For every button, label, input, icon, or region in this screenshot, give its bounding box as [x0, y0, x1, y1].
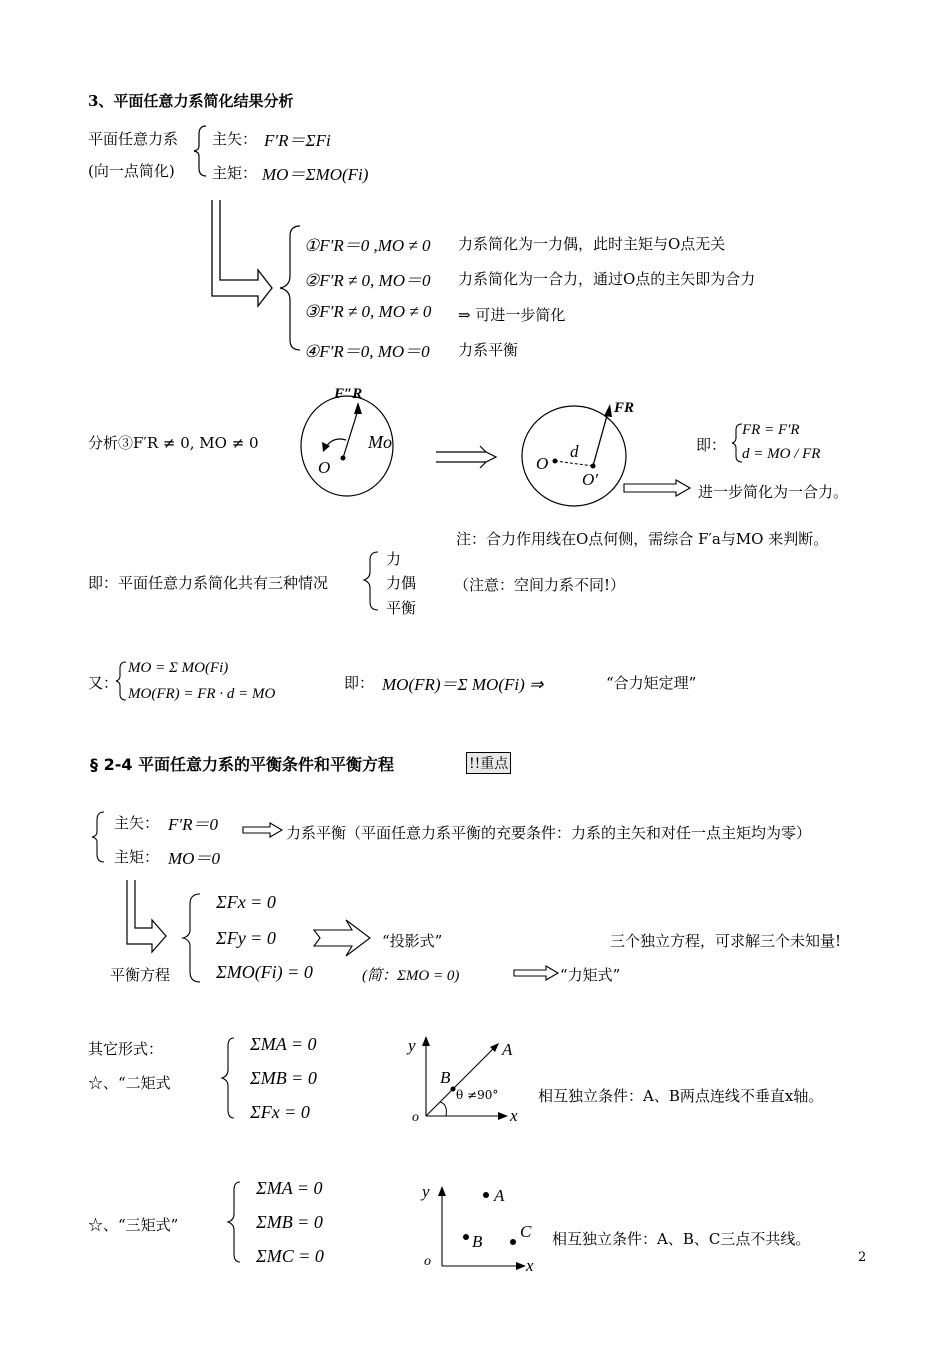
- two-moment-label: ☆、“二矩式: [88, 1074, 171, 1092]
- fig2-a-label: A: [494, 1186, 505, 1205]
- ie-label: 即：: [696, 436, 727, 454]
- moment-form: “力矩式”: [560, 966, 621, 984]
- system-label: 平面任意力系: [88, 130, 179, 148]
- three-eq-mc: ΣMC = 0: [256, 1246, 324, 1266]
- eq-mo: ΣMO(Fi) = 0: [216, 962, 313, 982]
- fig2-c-label: C: [520, 1222, 532, 1241]
- fig1-x-label: x: [510, 1106, 518, 1125]
- balance-arrow-icon: [243, 823, 282, 837]
- proj-arrow-icon: [314, 920, 370, 956]
- fig2-o-label: o: [424, 1254, 431, 1269]
- also-eq-2: MO(FR) = FR · d = MO: [128, 686, 276, 702]
- fig1-y-label: y: [408, 1036, 416, 1055]
- also-label: 又：: [88, 674, 119, 692]
- eq-moment-eq: MO＝0: [168, 849, 220, 868]
- analysis-label: 分析③F′R ≠ 0, MO ≠ 0: [88, 434, 259, 452]
- brace-simplify: [194, 126, 206, 176]
- main-moment-eq: MO＝ΣMO(Fi): [262, 165, 369, 184]
- case-3-eq: ③F′R ≠ 0, MO ≠ 0: [304, 302, 432, 321]
- main-vector-label: 主矢：: [212, 130, 258, 148]
- case-1-eq: ①F′R＝0 ,MO ≠ 0: [304, 236, 431, 255]
- projection-form: “投影式”: [382, 932, 443, 950]
- brace-three-moment: [228, 1182, 240, 1262]
- section-2-4-heading: § 2-4 平面任意力系的平衡条件和平衡方程: [90, 755, 395, 774]
- fig-o-prime-label: O′: [582, 470, 598, 489]
- also-eq-3: MO(FR)＝Σ MO(Fi) ⇒: [382, 675, 544, 694]
- three-eq-mb: ΣMB = 0: [256, 1212, 323, 1232]
- three-equations-note: 三个独立方程，可求解三个未知量!: [610, 932, 842, 950]
- ie-eq-2: d = MO / FR: [742, 446, 821, 462]
- two-eq-ma: ΣMA = 0: [250, 1034, 317, 1054]
- further-text: 进一步简化为一合力。: [698, 483, 849, 501]
- case-balance: 平衡: [386, 599, 417, 617]
- condition-two-moment: 相互独立条件：A、B两点连线不垂直x轴。: [538, 1087, 824, 1105]
- brace-three-cases: [364, 552, 378, 610]
- case-4-text: 力系平衡: [458, 341, 519, 359]
- short-form: (简：ΣMO = 0): [362, 968, 460, 984]
- fig-d-label: d: [570, 442, 579, 461]
- case-couple: 力偶: [386, 574, 417, 592]
- case-1-text: 力系简化为一力偶，此时主矩与O点无关: [458, 235, 726, 253]
- main-vector-eq: F′R＝ΣFi: [264, 131, 331, 150]
- other-forms-label: 其它形式：: [88, 1040, 164, 1058]
- implies-arrow-icon: [436, 446, 496, 468]
- fig1-b-label: B: [440, 1068, 451, 1087]
- case-force: 力: [386, 550, 402, 568]
- eq-moment-label: 主矩：: [114, 848, 160, 866]
- space-note: （注意：空间力系不同!）: [454, 576, 626, 594]
- fig1-theta-label: θ ≠90°: [456, 1088, 499, 1102]
- section-3-heading: 3、平面任意力系简化结果分析: [88, 92, 294, 110]
- three-cases-label: 即：平面任意力系简化共有三种情况: [88, 574, 329, 592]
- also-eq-1: MO = Σ MO(Fi): [128, 660, 229, 676]
- eq-fx: ΣFx = 0: [216, 892, 276, 912]
- condition-three-moment: 相互独立条件：A、B、C三点不共线。: [552, 1230, 811, 1248]
- theorem-label: “合力矩定理”: [606, 674, 697, 692]
- case-2-text: 力系简化为一合力，通过O点的主矢即为合力: [458, 270, 756, 288]
- system-sublabel: (向一点简化): [88, 162, 175, 180]
- balance-text: 力系平衡（平面任意力系平衡的充要条件：力系的主矢和对任一点主矩均为零）: [286, 824, 812, 842]
- eq-label: 平衡方程: [110, 966, 171, 984]
- brace-two-moment: [222, 1038, 234, 1118]
- eq-fy: ΣFy = 0: [216, 928, 276, 948]
- key-badge: !!重点: [466, 752, 511, 774]
- case-2-eq: ②F′R ≠ 0, MO＝0: [304, 271, 431, 290]
- fig-fr2-label: F″R: [334, 386, 363, 402]
- also-ie-label: 即：: [344, 674, 375, 692]
- fig2-x-label: x: [526, 1256, 534, 1275]
- main-moment-label: 主矩：: [212, 164, 258, 182]
- further-arrow-icon: [624, 480, 690, 496]
- three-eq-ma: ΣMA = 0: [256, 1178, 323, 1198]
- fig2-y-label: y: [422, 1182, 430, 1201]
- brace-eq: [183, 894, 200, 982]
- three-moment-label: ☆、“三矩式”: [88, 1216, 179, 1234]
- down-right-arrow-icon: [212, 200, 272, 306]
- fig1-o-label: o: [412, 1110, 419, 1125]
- moment-arrow-icon: [514, 966, 558, 980]
- fig1-a-label: A: [502, 1040, 513, 1059]
- case-4-eq: ④F′R＝0, MO＝0: [304, 342, 430, 361]
- eq-vector-label: 主矢：: [114, 814, 160, 832]
- eq-down-arrow-icon: [127, 880, 166, 952]
- fig-o-label-2: O: [536, 454, 549, 473]
- two-eq-fx: ΣFx = 0: [250, 1102, 310, 1122]
- brace-cases: [280, 226, 300, 350]
- two-eq-mb: ΣMB = 0: [250, 1068, 317, 1088]
- case-3-text: ⇒ 可进一步简化: [458, 306, 566, 324]
- eq-vector-eq: F′R＝0: [168, 815, 218, 834]
- ie-eq-1: FR = F′R: [742, 422, 800, 438]
- fig-o-label: O: [318, 458, 331, 477]
- note-text: 注：合力作用线在O点何侧，需综合 F′a与MO 来判断。: [456, 530, 829, 548]
- fig-mo-label: Mo: [368, 432, 392, 452]
- page-number: 2: [858, 1250, 867, 1265]
- brace-equilibrium: [92, 812, 104, 862]
- fig-fr-label: FR: [614, 400, 635, 416]
- fig2-b-label: B: [472, 1232, 483, 1251]
